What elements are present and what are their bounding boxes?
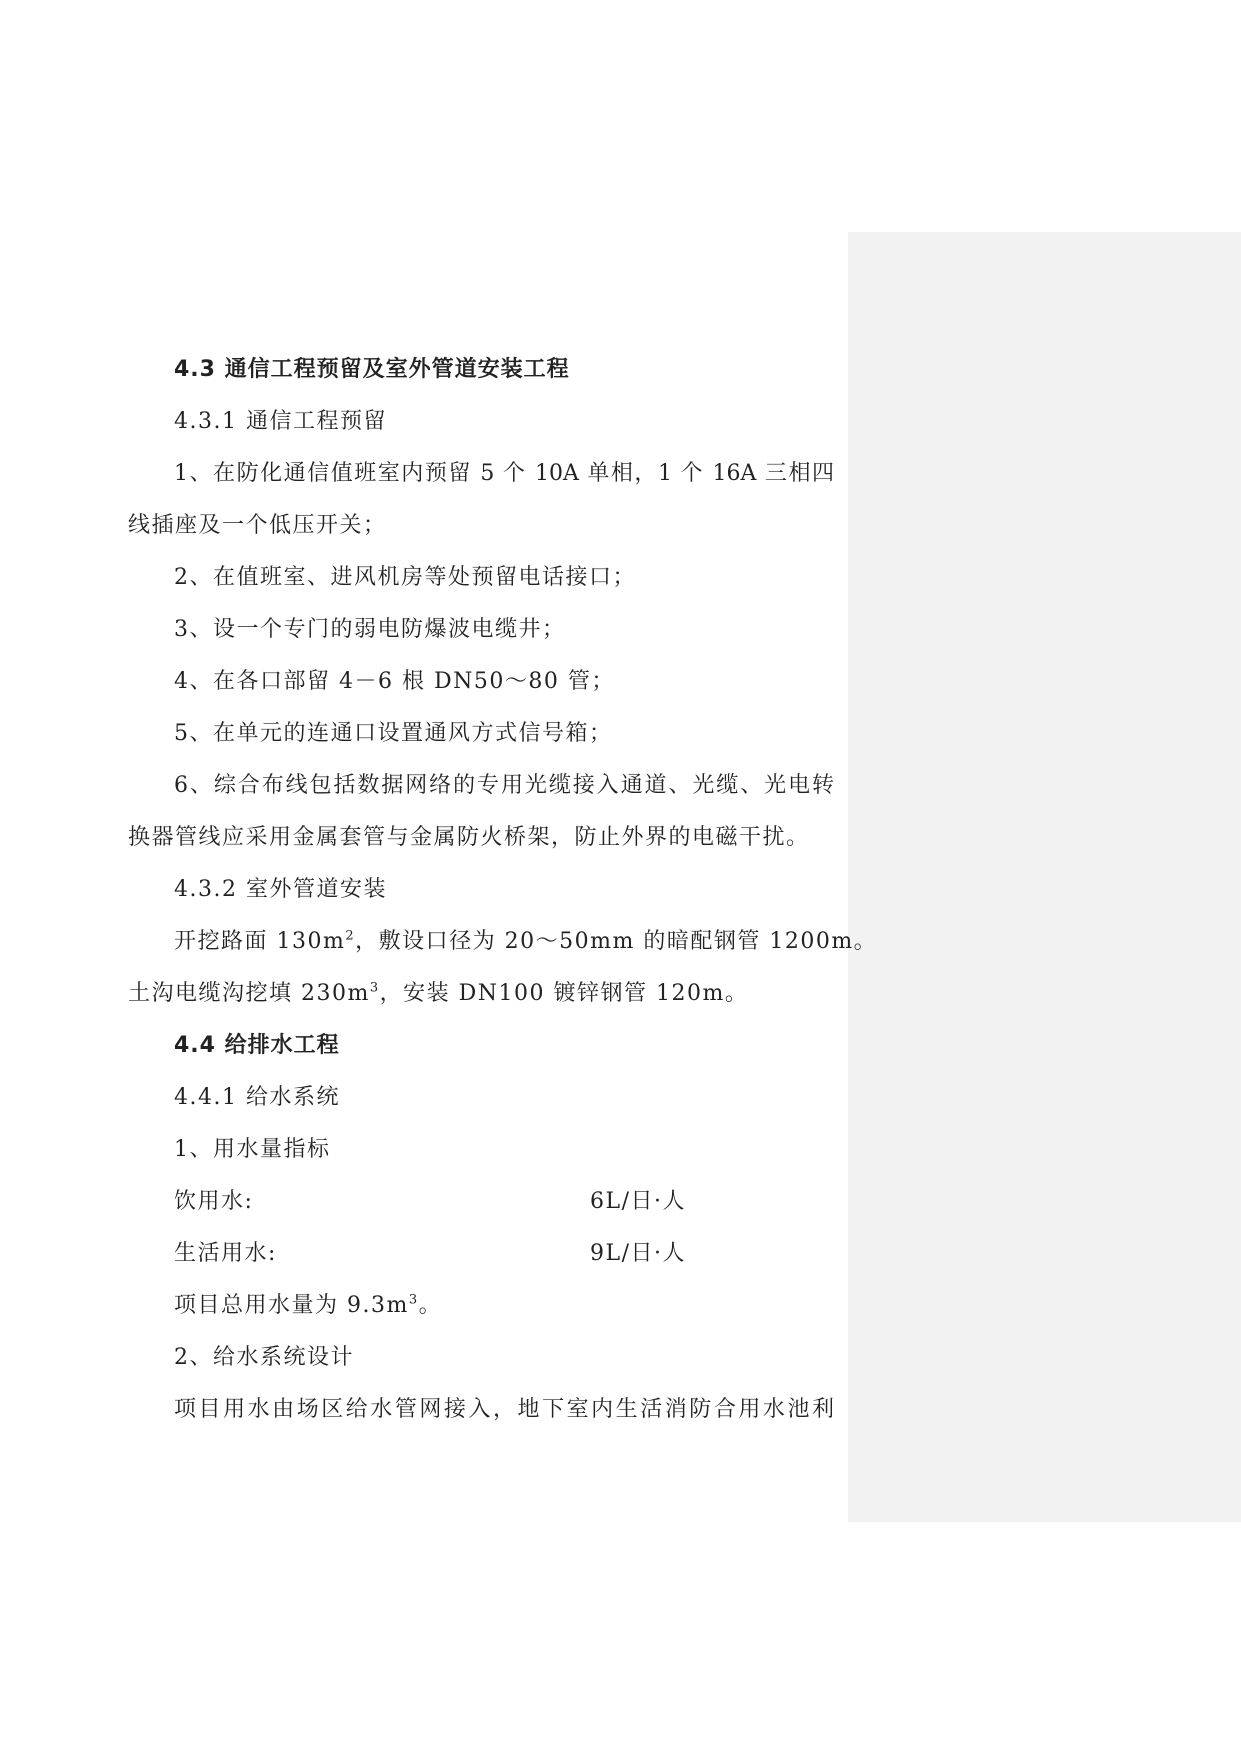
item-title: 1、用水量指标 xyxy=(174,1137,331,1162)
text-run: 。 xyxy=(418,1293,443,1318)
text-run: ，敷设口径为 20～50mm 的暗配钢管 1200m。 xyxy=(355,929,878,954)
superscript: 3 xyxy=(408,1292,419,1308)
comment-pane xyxy=(848,232,1241,1522)
document-body xyxy=(128,344,878,1436)
text-run: 项目总用水量为 9.3m xyxy=(174,1293,409,1318)
domestic-water-row xyxy=(128,1228,834,1280)
subsection-heading-4-3-1: 4.3.1 通信工程预留 xyxy=(174,409,387,434)
paragraph-line: 换器管线应采用金属套管与金属防火桥架，防止外界的电磁干扰。 xyxy=(128,825,810,850)
paragraph-line: 3、设一个专门的弱电防爆波电缆井； xyxy=(174,617,566,642)
paragraph-line xyxy=(128,1280,834,1332)
section-heading-4-3: 4.3 通信工程预留及室外管道安装工程 xyxy=(174,357,570,382)
section-heading-4-4: 4.4 给排水工程 xyxy=(174,1033,340,1058)
text-run: 开挖路面 130m xyxy=(174,929,346,954)
domestic-water-value: 9L/日·人 xyxy=(590,1241,687,1266)
subsection-heading-4-3-2: 4.3.2 室外管道安装 xyxy=(174,877,387,902)
text-run: ，安装 DN100 镀锌钢管 120m。 xyxy=(379,981,749,1006)
superscript: 2 xyxy=(345,928,356,944)
paragraph-line: 线插座及一个低压开关； xyxy=(128,513,387,538)
paragraph-line: 4、在各口部留 4－6 根 DN50～80 管； xyxy=(174,669,615,694)
paragraph-line: 6、综合布线包括数据网络的专用光缆接入通道、光缆、光电转 xyxy=(174,773,834,798)
superscript: 3 xyxy=(369,980,380,996)
drinking-water-label: 饮用水: xyxy=(174,1189,254,1214)
paragraph-line xyxy=(128,916,878,968)
text-run: 土沟电缆沟挖填 230m xyxy=(128,981,370,1006)
paragraph-line: 2、在值班室、进风机房等处预留电话接口； xyxy=(174,565,636,590)
domestic-water-label: 生活用水: xyxy=(174,1241,277,1266)
paragraph-line: 1、在防化通信值班室内预留 5 个 10A 单相，1 个 16A 三相四 xyxy=(174,461,834,486)
paragraph-line: 项目用水由场区给水管网接入，地下室内生活消防合用水池利 xyxy=(174,1397,834,1422)
item-title: 2、给水系统设计 xyxy=(174,1345,354,1370)
paragraph-line xyxy=(128,968,834,1020)
paragraph-line: 5、在单元的连通口设置通风方式信号箱； xyxy=(174,721,613,746)
drinking-water-value: 6L/日·人 xyxy=(590,1189,687,1214)
subsection-heading-4-4-1: 4.4.1 给水系统 xyxy=(174,1085,340,1110)
drinking-water-row xyxy=(128,1176,834,1228)
